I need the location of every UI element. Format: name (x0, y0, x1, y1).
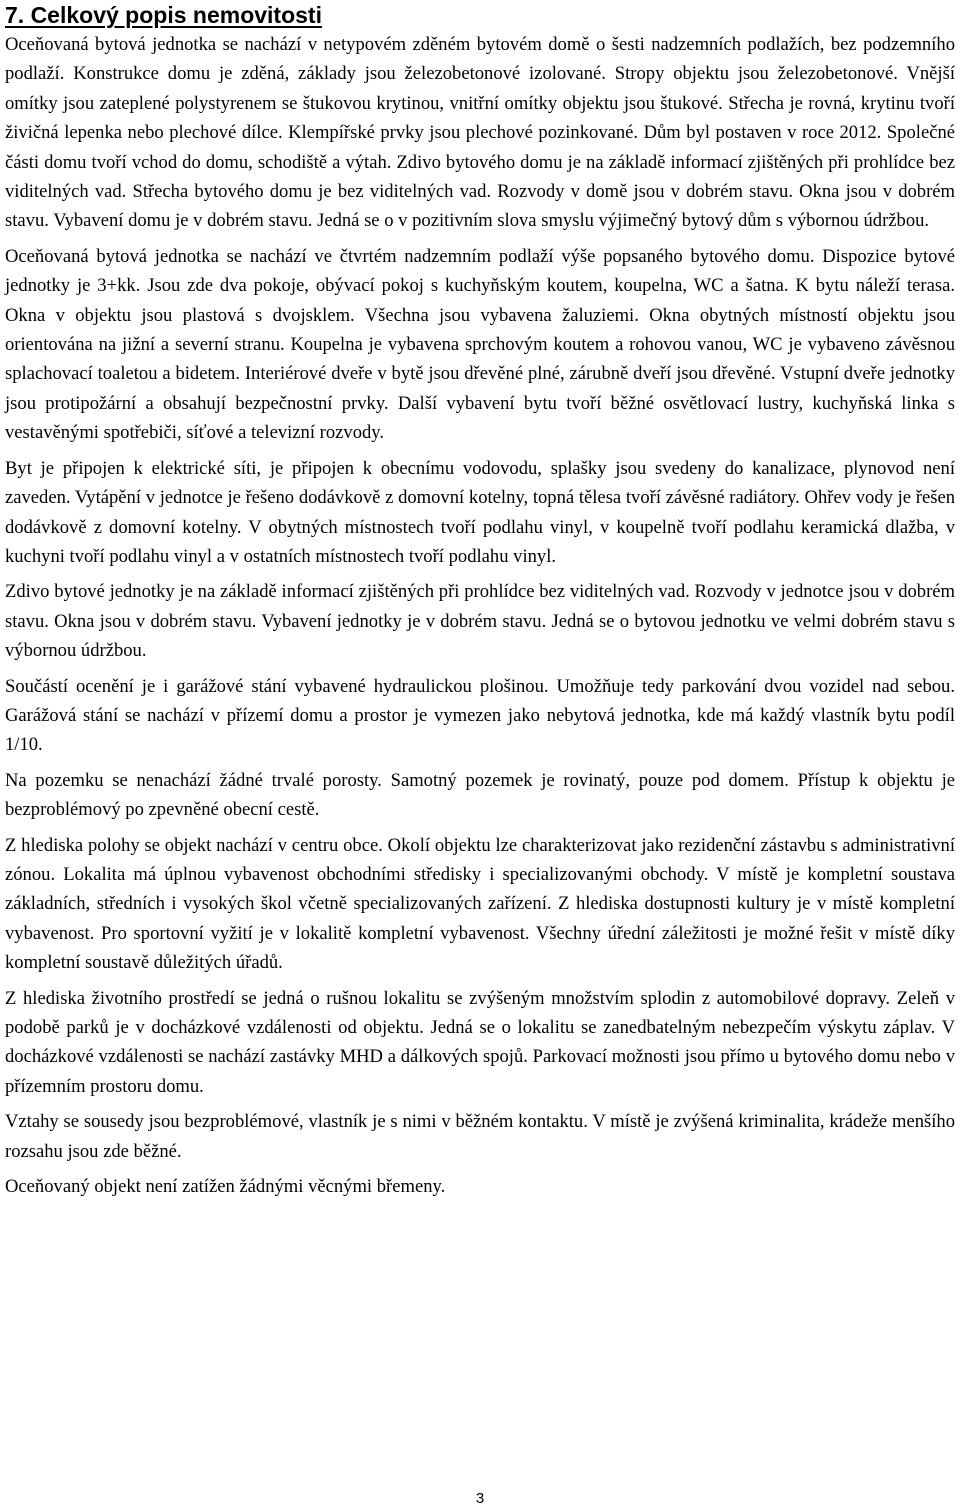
paragraph-building-description: Oceňovaná bytová jednotka se nachází v netypovém zděném bytovém domě o šesti nadzemních podlažích, bez podzemního podlaží. Konstrukce domu je zděná, základy jsou železobetonové izolované. Stropy objektu jsou železobetonové. Vnější omítky jsou zateplené polystyrenem se štukovou krytinou, vnitřní omítky objektu jsou štukové. Střecha je rovná, krytinu tvoří živičná lepenka nebo plechové dílce. Klempířské prvky jsou plechové pozinkované. Dům byl postaven v roce 2012. Společné části domu tvoří vchod do domu, schodiště a výtah. Zdivo bytového domu je na základě informací zjištěných při prohlídce bez viditelných vad. Střecha bytového domu je bez viditelných vad. Rozvody v domě jsou v dobrém stavu. Okna jsou v dobrém stavu. Vybavení domu je v dobrém stavu. Jedná se o v pozitivním slova smyslu výjimečný bytový dům s výbornou údržbou. (5, 34, 955, 232)
paragraph-neighbours: Vztahy se sousedy jsou bezproblémové, vlastník je s nimi v běžném kontaktu. V místě je zvýšená kriminalita, krádeže menšího rozsahu jsou zde běžné. (5, 1111, 955, 1162)
paragraph-garage: Součástí ocenění je i garážové stání vybavené hydraulickou plošinou. Umožňuje tedy parkování dvou vozidel nad sebou. Garážová stání se nachází v přízemí domu a prostor je vymezen jako nebytová jednotka, kde má každý vlastník bytu podíl 1/10. (5, 675, 955, 756)
paragraph-unit-condition: Zdivo bytové jednotky je na základě informací zjištěných při prohlídce bez viditelných vad. Rozvody v jednotce jsou v dobrém stavu. Okna jsou v dobrém stavu. Vybavení jednotky je v dobrém stavu. Jedná se o bytovou jednotku ve velmi dobrém stavu s výbornou údržbou. (5, 581, 955, 662)
paragraph-utilities: Byt je připojen k elektrické síti, je připojen k obecnímu vodovodu, splašky jsou svedeny do kanalizace, plynovod není zaveden. Vytápění v jednotce je řešeno dodávkově z domovní kotelny, topná tělesa tvoří závěsné radiátory. Ohřev vody je řešen dodávkově z domovní kotelny. V obytných místnostech tvoří podlahu vinyl, v koupelně tvoří podlahu keramická dlažba, v kuchyni tvoří podlahu vinyl a v ostatních místnostech tvoří podlahu vinyl. (5, 457, 955, 567)
section-heading: 7. Celkový popis nemovitosti (5, 2, 322, 28)
paragraph-environment: Z hlediska životního prostředí se jedná o rušnou lokalitu se zvýšeným množstvím splodin z automobilové dopravy. Zeleň v podobě parků je v docházkové vzdálenosti od objektu. Jedná se o lokalitu se zanedbatelným nebezpečím výskytu záplav. V docházkové vzdálenosti se nachází zastávky MHD a dálkových spojů. Parkovací možnosti jsou přímo u bytového domu nebo v přízemním prostoru domu. (5, 987, 955, 1097)
document-page (5, 0, 955, 1207)
paragraph-unit-description: Oceňovaná bytová jednotka se nachází ve čtvrtém nadzemním podlaží výše popsaného bytového domu. Dispozice bytové jednotky je 3+kk. Jsou zde dva pokoje, obývací pokoj s kuchyňským koutem, koupelna, WC a šatna. K bytu náleží terasa. Okna v objektu jsou plastová s dvojsklem. Všechna jsou vybavena žaluziemi. Okna obytných místností objektu jsou orientována na jižní a severní stranu. Koupelna je vybavena sprchovým koutem a rohovou vanou, WC je vybaveno závěsnou splachovací toaletou a bidetem. Interiérové dveře v bytě jsou dřevěné plné, zárubně dveří jsou dřevěné. Vstupní dveře jednotky jsou protipožární a obsahují bezpečnostní prvky. Další vybavení bytu tvoří běžné osvětlovací lustry, kuchyňská linka s vestavěnými spotřebiči, síťové a televizní rozvody. (5, 245, 955, 444)
paragraph-location: Z hlediska polohy se objekt nachází v centru obce. Okolí objektu lze charakterizovat jako rezidenční zástavbu s administrativní zónou. Lokalita má úplnou vybavenost obchodními středisky i specializovanými obchody. V místě je kompletní soustava základních, středních i vysokých škol včetně specializovaných zařízení. Z hlediska dostupnosti kultury je v místě kompletní vybavenost. Pro sportovní vyžití je v lokalitě kompletní vybavenost. Všechny úřední záležitosti je možné řešit v místě díky kompletní soustavě důležitých úřadů. (5, 834, 955, 974)
paragraph-land: Na pozemku se nenachází žádné trvalé porosty. Samotný pozemek je rovinatý, pouze pod domem. Přístup k objektu je bezproblémový po zpevněné obecní cestě. (5, 769, 955, 821)
page-number: 3 (475, 1490, 485, 1507)
paragraph-easements: Oceňovaný objekt není zatížen žádnými věcnými břemeny. (5, 1176, 446, 1198)
